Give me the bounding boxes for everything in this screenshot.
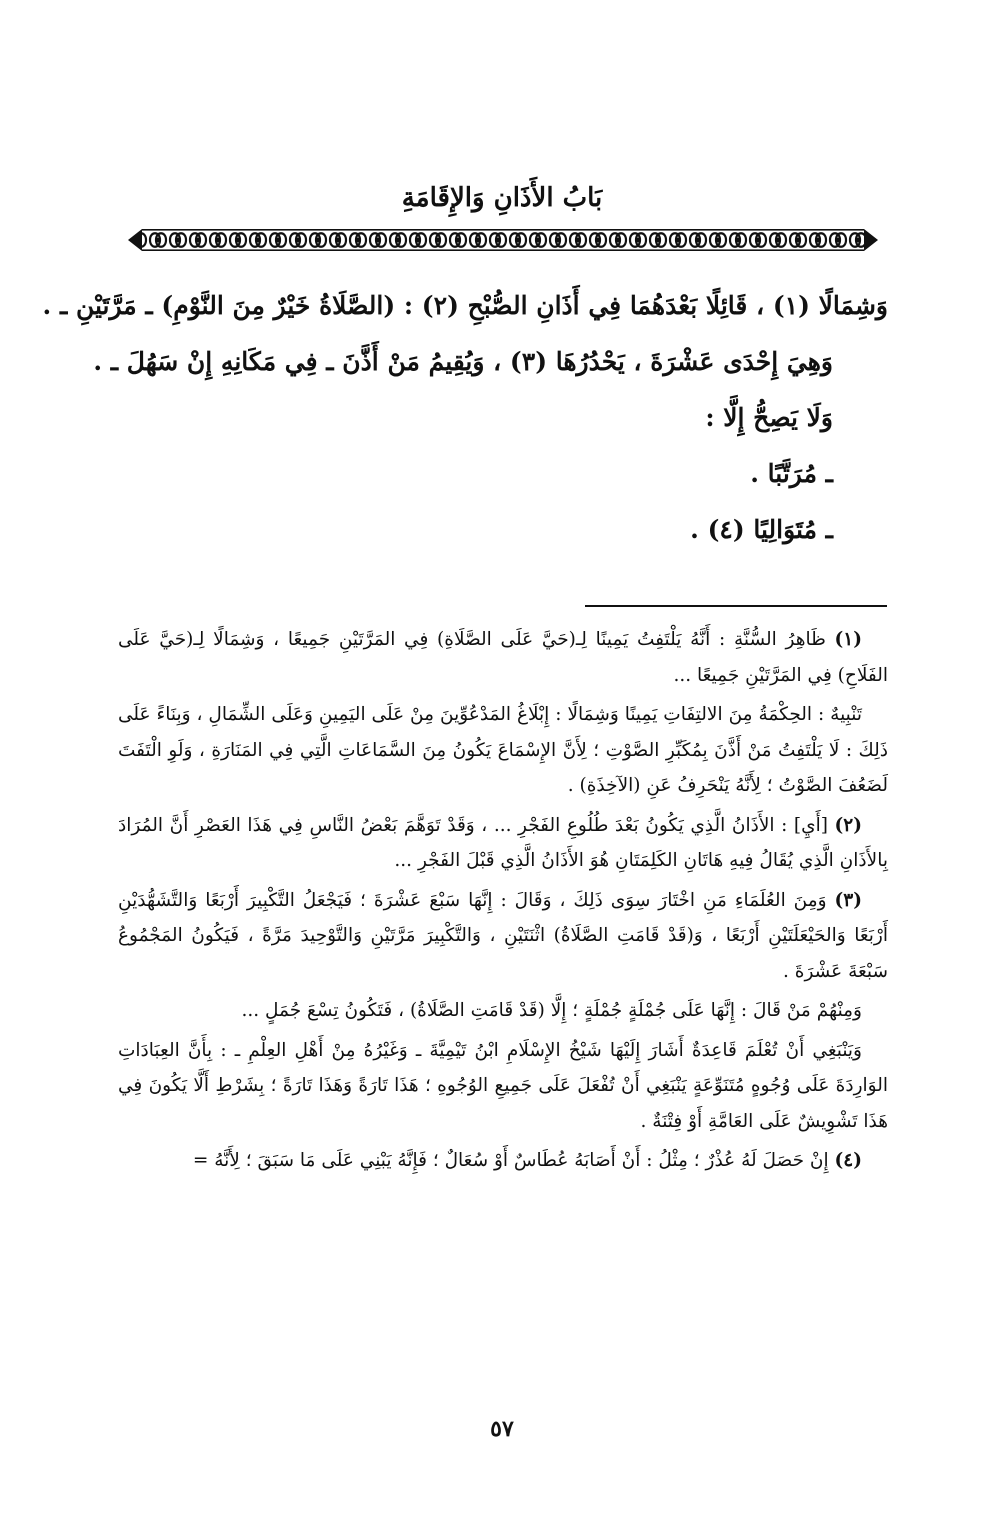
decorative-border-icon bbox=[128, 226, 878, 254]
footnote-text: وَمِنَ العُلَمَاءِ مَنِ اخْتَارَ سِوَى ذَلِكَ ، وَقَالَ : إِنَّهَا سَبْعَ عَشْرَةَ ؛ فَيَجْعَلُ التَّكْبِيرَ أَرْبَعًا وَالتَّشَهُّدَيْنِ أَرْبَعًا وَالحَيْعَلَتَيْنِ أَرْبَعًا ، وَ(قَدْ قَامَتِ الصَّلَاةُ) اثْنَتَيْنِ ، وَالتَّكْبِيرَ مَرَّتَيْنِ وَالتَّوْحِيدَ مَرَّةً ، فَيَكُونُ المَجْمُوعُ سَبْعَةَ عَشْرَةَ . bbox=[118, 889, 888, 982]
footnote-text: إِنْ حَصَلَ لَهُ عُذْرٌ ؛ مِثْلُ : أَنْ أَصَابَهُ عُطَاسٌ أَوْ سُعَالٌ ؛ فَإِنَّهُ يَبْنِي عَلَى مَا سَبَقَ ؛ لِأَنَّهُ = bbox=[192, 1150, 829, 1171]
footnotes bbox=[118, 622, 888, 1183]
footnote-number: (٤) bbox=[834, 1150, 862, 1171]
main-line-2: وَهِيَ إِحْدَى عَشْرَةَ ، يَحْدُرُهَا (٣) ، وَيُقِيمُ مَنْ أَذَّنَ ـ فِي مَكَانِهِ إِنْ سَهُلَ ـ . bbox=[93, 347, 833, 376]
footnote-4 bbox=[118, 1143, 888, 1179]
footnote-2 bbox=[118, 808, 888, 879]
chapter-title: بَابُ الأَذَانِ وَالإِقَامَةِ bbox=[401, 183, 603, 213]
main-line-3: وَلَا يَصِحُّ إِلَّا : bbox=[705, 403, 833, 432]
footnote-3-paragraph-2: وَمِنْهُمْ مَنْ قَالَ : إِنَّهَا عَلَى جُمْلَةٍ جُمْلَةٍ ؛ إِلَّا (قَدْ قَامَتِ الصَّلَاةُ) ، فَتَكُونُ تِسْعَ جُمَلٍ ... bbox=[241, 1000, 862, 1021]
footnote-1-note: تَنْبِيهٌ : الحِكْمَةُ مِنَ الالتِفَاتِ يَمِينًا وَشِمَالًا : إِبْلَاغُ المَدْعُوِّينَ مِنْ عَلَى اليَمِينِ وَعَلَى الشِّمَالِ ، وَبِنَاءً عَلَى ذَلِكَ : لَا يَلْتَفِتُ مَنْ أَذَّنَ بِمُكَبِّرِ الصَّوْتِ ؛ لِأَنَّ الإِسْمَاعَ يَكُونُ مِنَ السَّمَاعَاتِ الَّتِي فِي المَنَارَةِ ، وَلَوِ الْتَفَتَ لَضَعُفَ الصَّوْتُ ؛ لِأَنَّهُ يَنْحَرِفُ عَنِ (الآخِذَةِ) . bbox=[118, 704, 888, 796]
footnote-separator bbox=[585, 605, 887, 607]
main-line-5: ـ مُتَوَالِيًا (٤) . bbox=[690, 515, 833, 544]
footnote-text: ظَاهِرُ السُّنَّةِ : أَنَّهُ يَلْتَفِتُ يَمِينًا لِـ(حَيَّ عَلَى الصَّلَاةِ) فِي المَرَّتَيْنِ جَمِيعًا ، وَشِمَالًا لِـ(حَيَّ عَلَى الفَلَاحِ) فِي المَرَّتَيْنِ جَمِيعًا ... bbox=[118, 629, 888, 686]
page-number: ٥٧ bbox=[490, 1416, 514, 1442]
footnote-number: (٣) bbox=[834, 889, 862, 911]
footnote-number: (٢) bbox=[834, 814, 862, 836]
main-text bbox=[42, 290, 888, 570]
footnote-number: (١) bbox=[834, 629, 862, 650]
footnote-3-paragraph-3: وَيَنْبَغِي أَنْ تُعْلَمَ قَاعِدَةٌ أَشَارَ إِلَيْهَا شَيْخُ الإِسْلَامِ ابْنُ تَيْمِيَّةَ ـ وَغَيْرُهُ مِنْ أَهْلِ العِلْمِ ـ : بِأَنَّ العِبَادَاتِ الوَارِدَةَ عَلَى وُجُوهٍ مُتَنَوِّعَةٍ يَنْبَغِي أَنْ تُفْعَلَ عَلَى جَمِيعِ الوُجُوهِ ؛ هَذَا تَارَةً وَهَذَا تَارَةً ؛ بِشَرْطِ أَلَّا يَكُونَ فِي هَذَا تَشْوِيشٌ عَلَى العَامَّةِ أَوْ فِتْنَةٌ . bbox=[118, 1039, 888, 1132]
main-line-1: وَشِمَالًا (١) ، قَائِلًا بَعْدَهُمَا فِي أَذَانِ الصُّبْحِ (٢) : (الصَّلَاةُ خَيْرٌ مِنَ النَّوْمِ) ـ مَرَّتَيْنِ ـ . bbox=[42, 291, 888, 320]
main-line-4: ـ مُرَتَّبًا . bbox=[750, 459, 833, 488]
footnote-3 bbox=[118, 883, 888, 990]
footnote-text: [أَيِ] : الأَذَانُ الَّذِي يَكُونُ بَعْدَ طُلُوعِ الفَجْرِ ... ، وَقَدْ تَوَهَّمَ بَعْضُ النَّاسِ فِي هَذَا العَصْرِ أَنَّ المُرَادَ بِالأَذَانِ الَّذِي يُقَالُ فِيهِ هَاتَانِ الكَلِمَتَانِ هُوَ الأَذَانُ الَّذِي قَبْلَ الفَجْرِ ... bbox=[118, 814, 888, 871]
footnote-1 bbox=[118, 622, 888, 693]
